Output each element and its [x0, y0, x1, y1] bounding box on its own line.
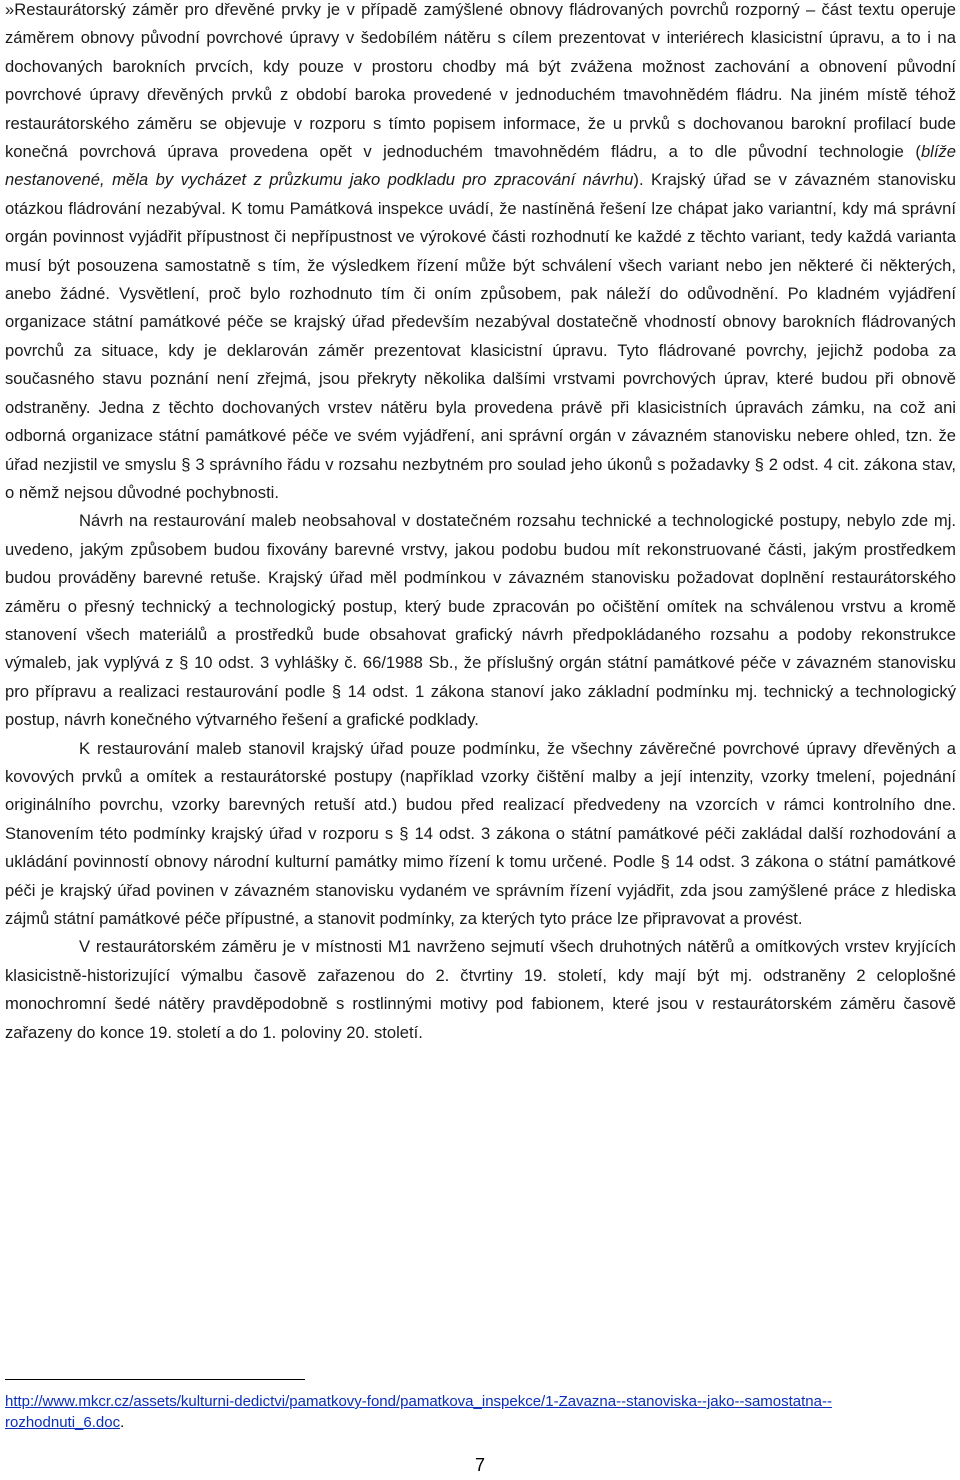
footnote-trailing: .	[120, 1414, 125, 1431]
footnote-separator	[5, 1379, 305, 1380]
paragraph-text: ). Krajský úřad se v závazném stanovisku otázkou fládrování nezabýval. K tomu Památková inspekce uvádí, že nastíněná řešení lze chápat jako variantní, kdy má správní orgán povinnost vyjádřit přípustnost či nepřípustnost ve výrokové části rozhodnutí ke každé z těchto variant, tedy každá varianta musí být posouzena samostatně s tím, že výsledkem řízení může být schválení všech variant nebo jen některé či některých, anebo žádné. Vysvětlení, proč bylo rozhodnuto tím či oním způsobem, pak náleží do odůvodnění. Po kladném vyjádření organizace státní památkové péče se krajský úřad především nezabýval dostatečně vhodností obnovy barokních fládrovaných povrchů za situace, kdy je deklarován záměr prezentovat klasicistní úpravu. Tyto fládrované povrchy, jejichž podoba za současného stavu poznání není zřejmá, jsou překryty několika dalšími vrstvami povrchových úprav, které budou při obnově odstraněny. Jedna z těchto dochovaných vrstev nátěru byla provedena právě při klasicistních úpravách zámku, na což ani odborná organizace státní památkové péče ve svém vyjádření, ani správní orgán v závazném stanovisku nebere ohled, tzn. že úřad nezjistil ve smyslu § 3 správního řádu v rozsahu nezbytném pro soulad jeho úkonů s požadavky § 2 odst. 4 cit. zákona stav, o němž nejsou důvodné pochybnosti.	[5, 170, 956, 502]
paragraph-text: »Restaurátorský záměr pro dřevěné prvky je v případě zamýšlené obnovy fládrovaných povrchů rozporný – část textu operuje záměrem obnovy původní povrchové úpravy v šedobílém nátěru s cílem prezentovat v interiérech klasicistní úpravu, a to i na dochovaných barokních prvcích, kdy pouze v prostoru chodby má být zvážena možnost zachování a obnovení původní povrchové úpravy dřevěných prvků z období baroka provedené v jednoduchém tmavohnědém fládru. Na jiném místě téhož restaurátorského záměru se objevuje v rozporu s tímto popisem informace, že u prvků s dochovanou barokní profilací bude konečná povrchová úprava provedena opět v jednoduchém tmavohnědém fládru, a to dle původní technologie (	[5, 0, 956, 162]
paragraph-room-m1: V restaurátorském záměru je v místnosti M1 navrženo sejmutí všech druhotných nátěrů a omítkových vrstev kryjících klasicistně-historizující výmalbu časově zařazenou do 2. čtvrtiny 19. století, kdy mají být mj. odstraněny 2 celoplošné monochromní šedé nátěry pravděpodobně s rostlinnými motivy pod fabionem, které jsou v restaurátorském záměru časově zařazeny do konce 19. století a do 1. poloviny 20. století.	[5, 937, 956, 1042]
paragraph-paintings-condition: K restaurování maleb stanovil krajský úřad pouze podmínku, že všechny závěrečné povrchové úpravy dřevěných a kovových prvků a omítek a restaurátorské postupy (například vzorky čištění malby a její intenzity, vzorky tmelení, pojednání originálního povrchu, vzorky barevných retuší atd.) budou před realizací předvedeny na vzorcích v rámci kontrolního dne. Stanovením této podmínky krajský úřad v rozporu s § 14 odst. 3 zákona o státní památkové péči zakládal další rozhodování a ukládání povinností obnovy národní kulturní památky mimo řízení k tomu určené. Podle § 14 odst. 3 zákona o státní památkové péči je krajský úřad povinen v závazném stanovisku vydaném ve správním řízení vyjádřit, zda jsou zamýšlené práce z hlediska zájmů státní památkové péče přípustné, a stanovit podmínky, za kterých tyto práce lze připravovat a provést.	[5, 738, 956, 928]
page-number: 7	[474, 1455, 485, 1475]
paragraph-paintings-proposal: Návrh na restaurování maleb neobsahoval v dostatečném rozsahu technické a technologické postupy, nebylo zde mj. uvedeno, jakým způsobem budou fixovány barevné vrstvy, jakou podobu budou mít rekonstruované části, jakým prostředkem budou prováděny barevné retuše. Krajský úřad měl podmínkou v závazném stanovisku požadovat doplnění restaurátorského záměru o přesný technický a technologický postup, který bude zpracován po očištění omítek na schválenou vrstvu a kromě stanovení všech materiálů a prostředků bude obsahovat grafický návrh předpokládaného rozsahu a podoby rekonstrukce výmaleb, jak vyplývá z § 10 odst. 3 vyhlášky č. 66/1988 Sb., že příslušný orgán státní památkové péče v závazném stanovisku pro přípravu a realizaci restaurování podle § 14 odst. 1 zákona stanoví jako základní podmínku mj. technický a technologický postup, návrh konečného výtvarného řešení a grafické podklady.	[5, 511, 956, 730]
document-body	[5, 0, 956, 1047]
paragraph-italic-text: blíže nestanovené, měla by vycházet z průzkumu jako podkladu pro zpracování návrhu	[5, 142, 956, 190]
footnote-link[interactable]: http://www.mkcr.cz/assets/kulturni-dedictvi/pamatkovy-fond/pamatkova_inspekce/1-Zavazna--stanoviska--jako--samostatna--rozhodnuti_6.doc	[5, 1393, 832, 1431]
footnote	[5, 1391, 905, 1433]
paragraph-flader-surfaces	[5, 0, 956, 507]
